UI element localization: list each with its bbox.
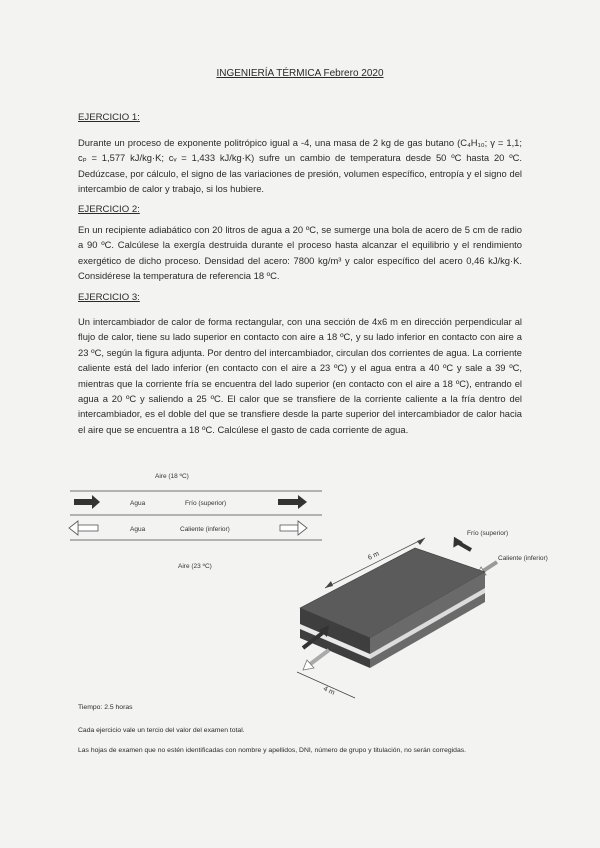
- exercise-3-text: Un intercambiador de calor de forma rectangular, con una sección de 4x6 m en dirección perpendicular al flujo de calor, tiene su lado superior en contacto con aire a 18 ºC, y su lado inferior en contacto con aire a 23 ºC, según la figura adjunta. Por dentro del intercambiador, circulan dos corrientes de agua. La corriente caliente está del lado inferior (en contacto con el aire a 23 ºC) y el agua entra a 40 ºC y sale a 39 ºC, mientras que la corriente fría se encuentra del lado superior (en contacto con el aire a 18 ºC), entrando el agua a 20 ºC y saliendo a 25 ºC. El calor que se transfiere de la corriente caliente a la fría dentro del intercambiador, es el doble del que se transfiere desde la parte superior del intercambiador de calor hacia el aire que se encuentra a 18 ºC. Calcúlese el gasto de cada corriente de agua.: [78, 316, 522, 435]
- air-top-label: Aire (18 ºC): [155, 473, 189, 480]
- width-label: 4 m: [322, 685, 336, 697]
- hot-stream-label: Caliente (inferior): [180, 526, 230, 533]
- exercise-2-text: En un recipiente adiabático con 20 litros de agua a 20 ºC, se sumerge una bola de acero de 5 cm de radio a 90 ºC. Calcúlese la exergía destruida durante el proceso hasta alcanzar el equilibrio y el rendimiento exergético de dicho proceso. Densidad del acero: 7800 kg/m³ y calor específico del acero 0,46 kJ/kg·K. Considérese la temperatura de referencia 18 ºC.: [78, 224, 522, 282]
- exam-duration: Tiempo: 2.5 horas: [78, 704, 133, 711]
- exercise-3-heading: EJERCICIO 3:: [78, 292, 140, 303]
- water-label-1: Agua: [130, 500, 146, 507]
- outlet-arrow-hot: [69, 521, 98, 535]
- air-bottom-label: Aire (23 ºC): [178, 563, 212, 570]
- length-label: 6 m: [366, 550, 381, 562]
- heat-exchanger-3d: [285, 520, 555, 710]
- hot-inlet-label: Caliente (inferior): [498, 555, 548, 562]
- grading-note: Cada ejercicio vale un tercio del valor del examen total.: [78, 727, 245, 734]
- exercise-1-text: Durante un proceso de exponente politrópico igual a -4, una masa de 2 kg de gas butano (C₄H₁₀; γ = 1,1; cₚ = 1,577 kJ/kg·K; cᵥ = 1,433 kJ/kg·K) sufre un cambio de temperatura desde 50 ºC hasta 20 ºC. Dedúzcase, por cálculo, el signo de las variaciones de presión, volumen específico, entropía y el signo del intercambio de calor y trabajo, si los hubiere.: [78, 137, 522, 195]
- identification-note: Las hojas de examen que no estén identificadas con nombre y apellidos, DNI, número de grupo y titulación, no serán corregidas.: [78, 747, 467, 754]
- inlet-arrow-cold: [74, 495, 100, 509]
- hot-outlet-arrow: [303, 650, 329, 670]
- exercise-1-heading: EJERCICIO 1:: [78, 112, 140, 123]
- cold-stream-label: Frío (superior): [185, 500, 227, 507]
- exercise-2-heading: EJERCICIO 2:: [78, 204, 140, 215]
- cold-outlet-label: Frío (superior): [467, 530, 509, 537]
- outlet-arrow-cold: [278, 495, 307, 509]
- width-dimension: [297, 672, 355, 698]
- page-title: INGENIERÍA TÉRMICA Febrero 2020: [216, 68, 384, 79]
- water-label-2: Agua: [130, 526, 146, 533]
